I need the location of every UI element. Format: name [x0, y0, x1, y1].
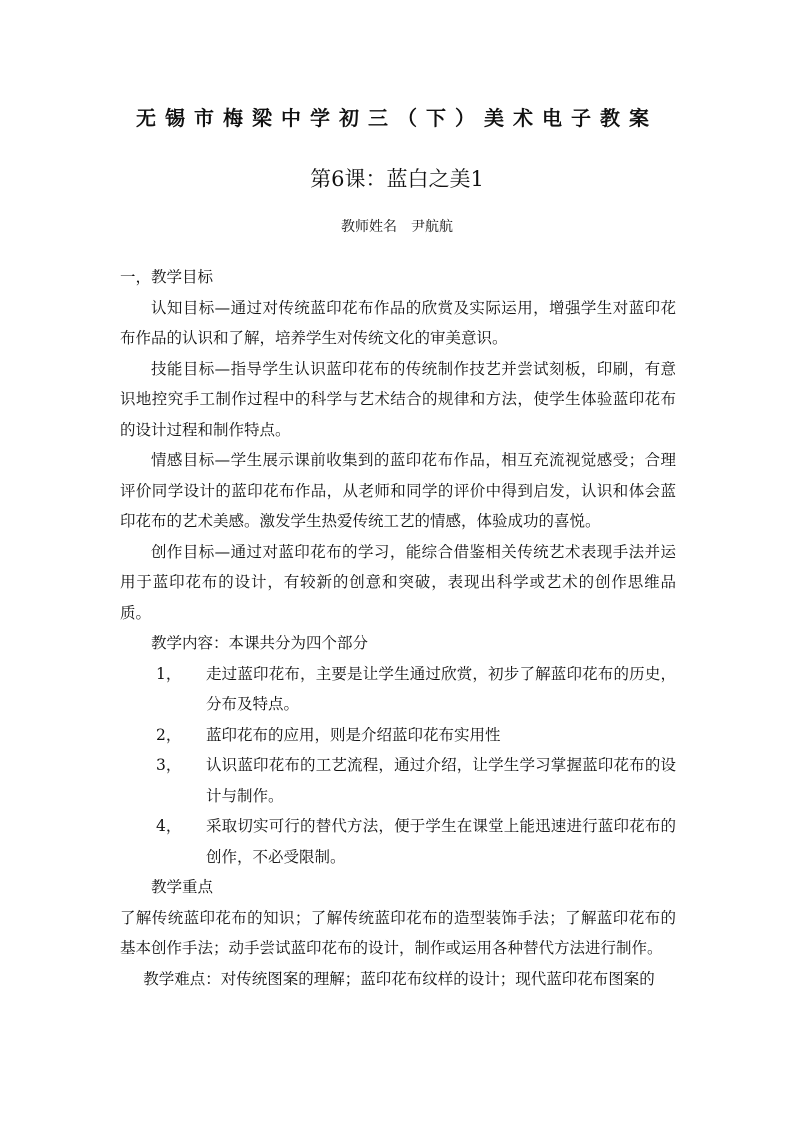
- document-body: [120, 262, 676, 994]
- list-item: [120, 811, 676, 872]
- list-item-text: 蓝印花布的应用，则是介绍蓝印花布实用性: [206, 725, 501, 744]
- list-item-text: 走过蓝印花布，主要是让学生通过欣赏，初步了解蓝印花布的历史，分布及特点。: [206, 664, 676, 713]
- teacher-line: [0, 216, 794, 236]
- lesson-subtitle: 第6课：蓝白之美1: [310, 167, 484, 191]
- list-item: [120, 750, 676, 811]
- list-item-number: 4，: [156, 817, 182, 835]
- list-item: [120, 720, 676, 751]
- section-heading-objectives: 一，教学目标: [120, 268, 214, 286]
- paragraph-emotion-objective: 情感目标—学生展示课前收集到的蓝印花布作品，相互充流视觉感受；合理评价同学设计的蓝印花布作品，从老师和同学的评价中得到启发，认识和体会蓝印花布的艺术美感。激发学生热爱传统工艺的情感，体验成功的喜悦。: [120, 451, 676, 530]
- list-item-number: 2，: [156, 725, 182, 744]
- paragraph-teaching-difficulty: 教学难点：对传统图案的理解；蓝印花布纹样的设计；现代蓝印花布图案的: [143, 969, 655, 988]
- paragraph-creative-objective: 创作目标—通过对蓝印花布的学习，能综合借鉴相关传统艺术表现手法并运用于蓝印花布的设计，有较新的创意和突破，表现出科学或艺术的创作思维品质。: [120, 542, 676, 622]
- paragraph-teaching-focus: 了解传统蓝印花布的知识；了解传统蓝印花布的造型装饰手法；了解蓝印花布的基本创作手法；动手尝试蓝印花布的设计，制作或运用各种替代方法进行制作。: [120, 908, 676, 957]
- list-item: [120, 659, 676, 720]
- teacher-name: 尹航航: [411, 219, 453, 235]
- paragraph-cognitive-objective: 认知目标—通过对传统蓝印花布作品的欣赏及实际运用，增强学生对蓝印花布作品的认识和了解，培养学生对传统文化的审美意识。: [120, 298, 676, 347]
- focus-heading: 教学重点: [151, 878, 214, 896]
- content-heading: 教学内容：本课共分为四个部分: [151, 634, 369, 652]
- list-item-text: 认识蓝印花布的工艺流程，通过介绍，让学生学习掌握蓝印花布的设计与制作。: [206, 756, 676, 805]
- list-item-number: 1，: [156, 664, 182, 683]
- document-title: 无锡市梅梁中学初三（下）美术电子教案: [136, 106, 658, 130]
- list-item-text: 采取切实可行的替代方法，便于学生在课堂上能迅速进行蓝印花布的创作，不必受限制。: [206, 817, 676, 866]
- paragraph-skill-objective: 技能目标—指导学生认识蓝印花布的传统制作技艺并尝试刻板，印刷，有意识地控究手工制作过程中的科学与艺术结合的规律和方法，使学生体验蓝印花布的设计过程和制作特点。: [120, 359, 676, 439]
- teacher-label: 教师姓名: [341, 219, 397, 235]
- list-item-number: 3，: [156, 756, 182, 774]
